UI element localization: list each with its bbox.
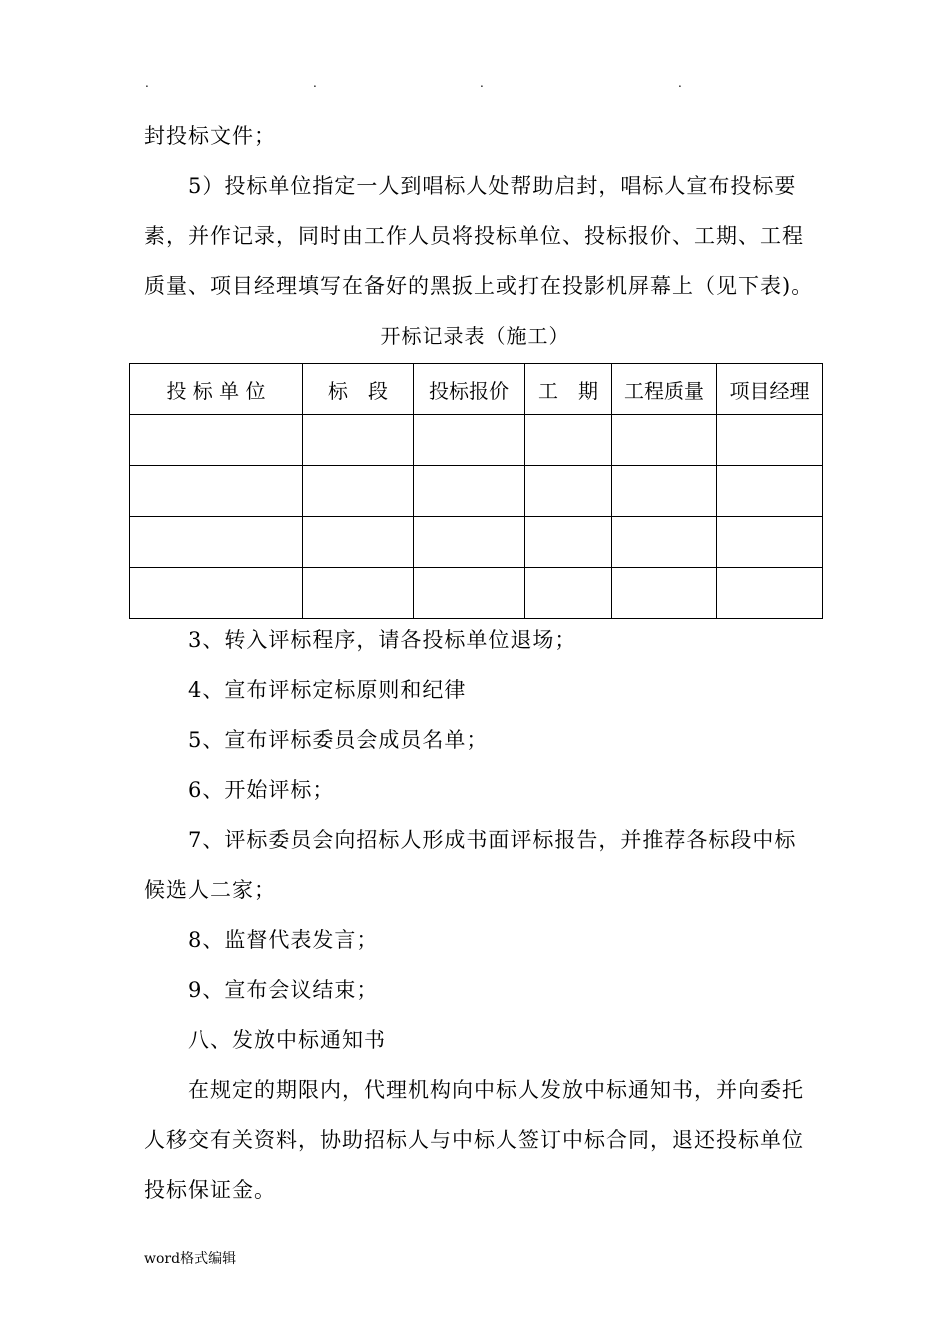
table-cell <box>717 517 823 568</box>
header-dot: . <box>313 76 317 90</box>
table-cell <box>130 568 303 619</box>
table-row <box>130 415 823 466</box>
paragraph-line: 质量、项目经理填写在备好的黑扳上或打在投影机屏幕上（见下表)。 <box>144 274 814 298</box>
table-row <box>130 466 823 517</box>
paragraph-line: 4、宣布评标定标原则和纪律 <box>188 678 467 702</box>
header-dot-marks <box>0 76 950 90</box>
table-cell <box>414 415 525 466</box>
table-caption: 开标记录表（施工） <box>380 324 570 348</box>
table-cell <box>525 568 612 619</box>
table-row <box>130 517 823 568</box>
paragraph-line: 8、监督代表发言； <box>188 928 379 952</box>
paragraph-line: 9、宣布会议结束； <box>188 978 379 1002</box>
paragraph-line: 7、评标委员会向招标人形成书面评标报告，并推荐各标段中标 <box>188 828 797 852</box>
table-cell <box>130 466 303 517</box>
table-cell <box>612 466 717 517</box>
paragraph-line: 人移交有关资料，协助招标人与中标人签订中标合同，退还投标单位 <box>144 1128 804 1152</box>
paragraph-line: 5、宣布评标委员会成员名单； <box>188 728 489 752</box>
table-cell <box>303 466 414 517</box>
header-dot: . <box>480 76 484 90</box>
header-bid-price: 投标报价 <box>414 364 525 415</box>
paragraph-line: 投标保证金。 <box>144 1178 276 1202</box>
bid-opening-record-table <box>129 363 823 619</box>
table-cell <box>303 517 414 568</box>
table-cell <box>414 517 525 568</box>
table-cell <box>525 415 612 466</box>
header-quality: 工程质量 <box>612 364 717 415</box>
paragraph-line: 封投标文件； <box>144 124 276 148</box>
table-cell <box>612 415 717 466</box>
paragraph-line: 3、转入评标程序，请各投标单位退场； <box>188 628 577 652</box>
header-bidder: 投 标 单 位 <box>130 364 303 415</box>
table-cell <box>717 415 823 466</box>
table-cell <box>130 517 303 568</box>
header-dot: . <box>145 76 149 90</box>
header-section: 标 段 <box>303 364 414 415</box>
paragraph-line: 5）投标单位指定一人到唱标人处帮助启封，唱标人宣布投标要 <box>188 174 797 198</box>
paragraph-line: 6、开始评标； <box>188 778 335 802</box>
table-cell <box>612 568 717 619</box>
header-duration: 工 期 <box>525 364 612 415</box>
table-cell <box>303 568 414 619</box>
table-cell <box>525 517 612 568</box>
table-cell <box>525 466 612 517</box>
table-cell <box>717 568 823 619</box>
paragraph-line: 素，并作记录，同时由工作人员将投标单位、投标报价、工期、工程 <box>144 224 804 248</box>
paragraph-line: 候选人二家； <box>144 878 276 902</box>
table-cell <box>414 466 525 517</box>
table-row <box>130 568 823 619</box>
table-cell <box>303 415 414 466</box>
header-project-manager: 项目经理 <box>717 364 823 415</box>
section-heading: 八、发放中标通知书 <box>188 1028 386 1052</box>
table-cell <box>414 568 525 619</box>
page-footer: word格式编辑 <box>144 1251 237 1267</box>
table-header-row <box>130 364 823 415</box>
table-cell <box>612 517 717 568</box>
header-dot: . <box>678 76 682 90</box>
table-cell <box>717 466 823 517</box>
table-cell <box>130 415 303 466</box>
paragraph-line: 在规定的期限内，代理机构向中标人发放中标通知书，并向委托 <box>188 1078 804 1102</box>
